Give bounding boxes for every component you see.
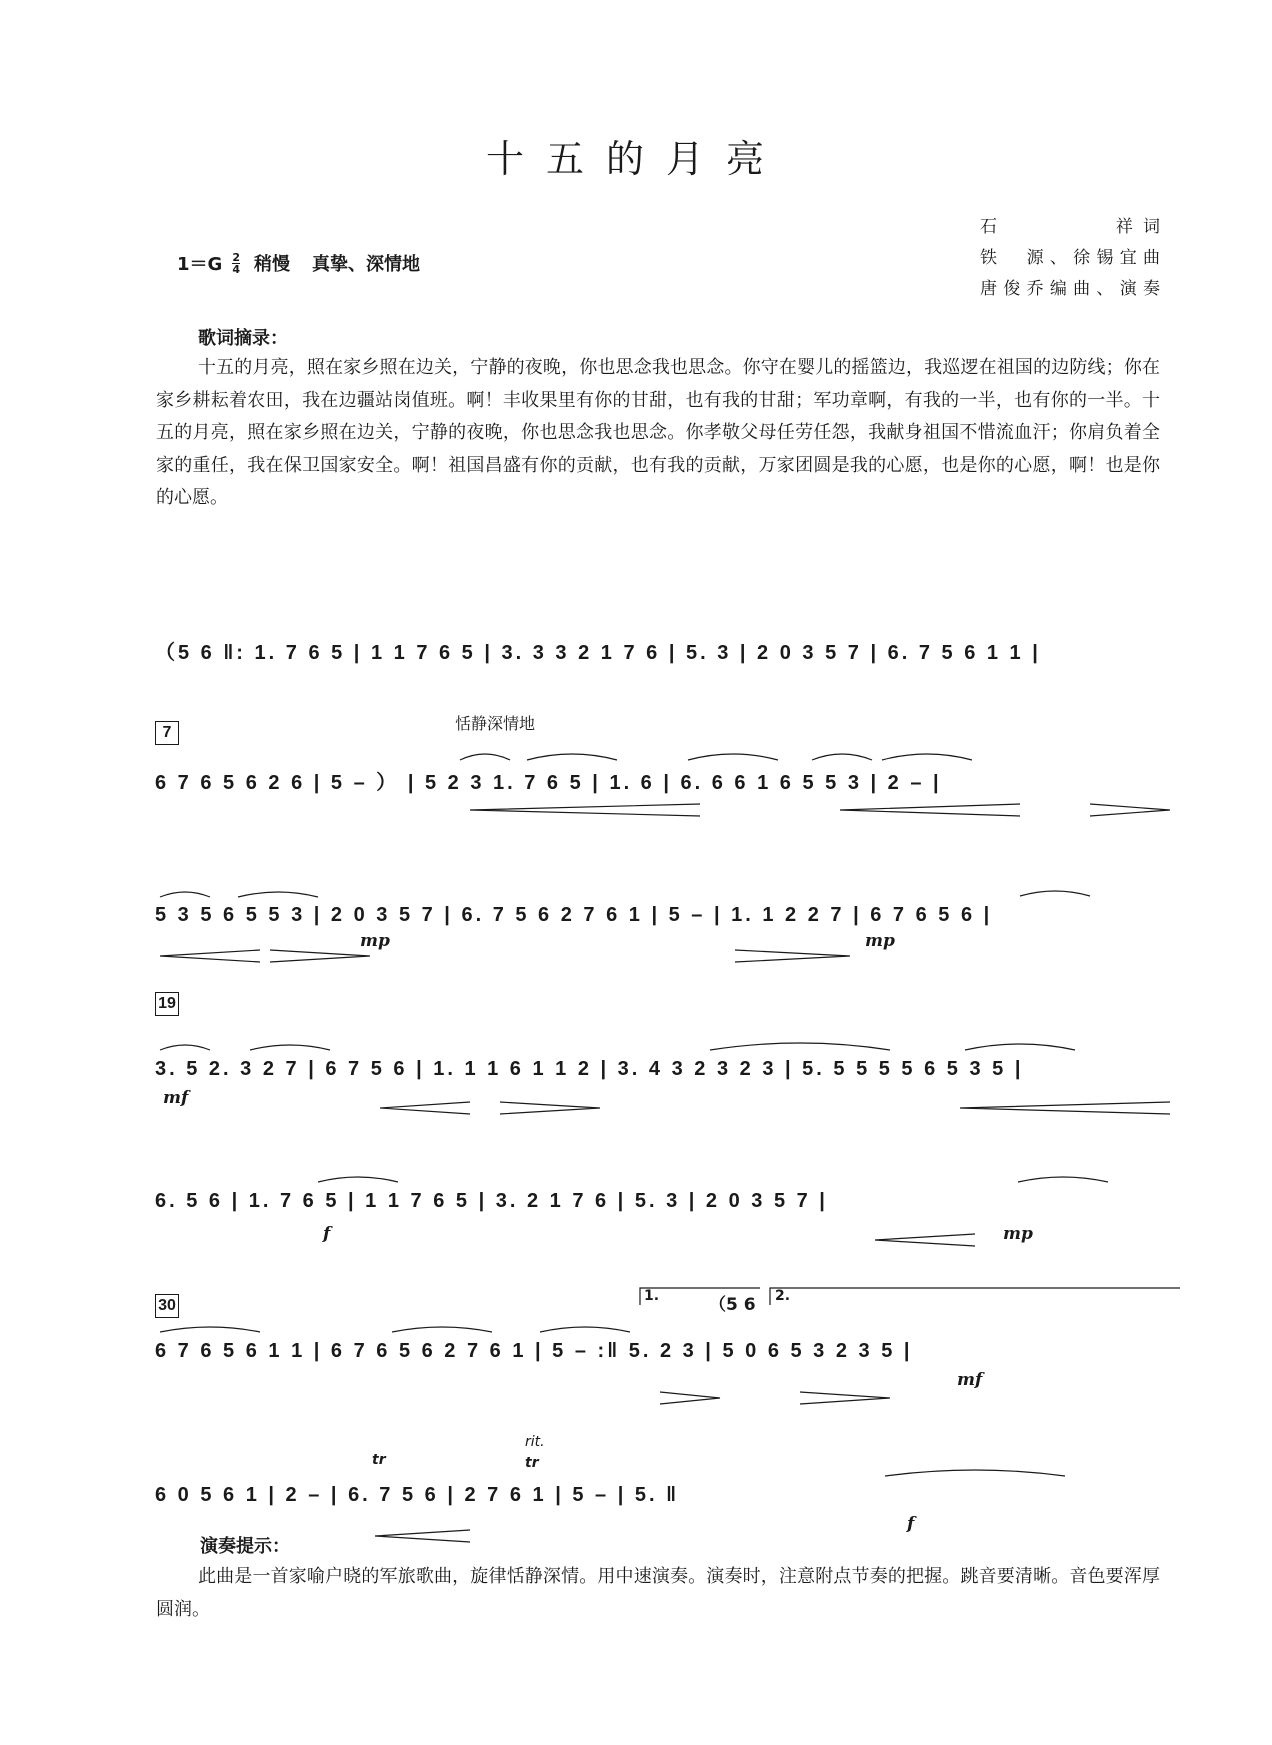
rehearsal-mark-30: 30 — [155, 1294, 179, 1318]
tempo-marking: 稍慢 — [253, 254, 290, 275]
score-row-2: 6 7 6 5 6 2 6 | 5 – ） | 5 2 3 1. 7 6 5 | 1. 6 | 6. 6 6 1 6 5 5 3 | 2 – | — [155, 772, 942, 794]
expression-marking: 真挚、深情地 — [311, 254, 420, 275]
trill-marking: tr — [372, 1452, 386, 1468]
score-row-7: 6 0 5 6 1 | 2 – | 6. 7 5 6 | 2 7 6 1 | 5 – | 5. ‖ — [155, 1484, 680, 1506]
lyricist-credit: 石 祥词 — [980, 217, 1160, 237]
score-row-4: 3. 5 2. 3 2 7 | 6 7 5 6 | 1. 1 1 6 1 1 2 | 3. 4 3 2 3 2 3 | 5. 5 5 5 5 6 5 3 5 | — [155, 1058, 1024, 1080]
score-row-3: 5 3 5 6 5 5 3 | 2 0 3 5 7 | 6. 7 5 6 2 7 6 1 | 5 – | 1. 1 2 2 7 | 6 7 6 5 6 | — [155, 904, 993, 926]
rehearsal-mark-19: 19 — [155, 992, 179, 1016]
score-row-5: 6. 5 6 | 1. 7 6 5 | 1 1 7 6 5 | 3. 2 1 7 6 | 5. 3 | 2 0 3 5 7 | — [155, 1190, 828, 1212]
arranger-credit: 唐俊乔编曲、演奏 — [980, 279, 1160, 299]
dynamic-mf: mf — [163, 1088, 189, 1108]
dynamic-mp: mp — [865, 931, 895, 951]
volta-1-pickup: （5 6 — [709, 1295, 756, 1315]
dynamic-mp: mp — [360, 931, 390, 951]
performance-notes-text: 此曲是一首家喻户晓的军旅歌曲，旋律恬静深情。用中速演奏。演奏时，注意附点节奏的把握。跳音要清晰。音色要浑厚圆润。 — [156, 1566, 1160, 1620]
dynamic-mp: mp — [1003, 1224, 1033, 1244]
dynamic-f: f — [323, 1224, 331, 1244]
rehearsal-mark-7: 7 — [155, 721, 179, 745]
section-expression: 恬静深情地 — [455, 714, 536, 733]
lyrics-text: 十五的月亮，照在家乡照在边关，宁静的夜晚，你也思念我也思念。你守在婴儿的摇篮边，我巡逻在祖国的边防线；你在家乡耕耘着农田，我在边疆站岗值班。啊！丰收果里有你的甘甜，也有我的甘甜；军功章啊，有我的一半，也有你的一半。十五的月亮，照在家乡照在边关，宁静的夜晚，你也思念我也思念。你孝敬父母任劳任怨，我献身祖国不惜流血汗；你肩负着全家的重任，我在保卫国家安全。啊！祖国昌盛有你的贡献，也有我的贡献，万家团圆是我的心愿，也是你的心愿，啊！也是你的心愿。 — [156, 357, 1160, 508]
key-tonic: 1＝G — [177, 254, 223, 275]
composer-credit: 铁 源、徐锡宜曲 — [980, 248, 1160, 268]
trill-marking: tr — [525, 1455, 539, 1471]
song-title: 十五的月亮 — [485, 137, 786, 181]
performance-notes-heading: 演奏提示： — [200, 1536, 290, 1557]
dynamic-f: f — [907, 1514, 915, 1534]
lyrics-heading: 歌词摘录： — [198, 328, 288, 349]
score-row-1: （5 6 ‖: 1. 7 6 5 | 1 1 7 6 5 | 3. 3 3 2 1 7 6 | 5. 3 | 2 0 3 5 7 | 6. 7 5 6 1 1 | — [155, 642, 1041, 664]
volta-1: 1. — [644, 1288, 660, 1304]
volta-2: 2. — [775, 1288, 791, 1304]
ritardando-marking: rit. — [525, 1434, 545, 1450]
time-top: 2 — [232, 250, 240, 264]
time-bottom: 4 — [232, 262, 240, 276]
score-row-6: 6 7 6 5 6 1 1 | 6 7 6 5 6 2 7 6 1 | 5 – :‖ 5. 2 3 | 5 0 6 5 3 2 3 5 | — [155, 1340, 913, 1362]
dynamic-mf: mf — [957, 1370, 983, 1390]
